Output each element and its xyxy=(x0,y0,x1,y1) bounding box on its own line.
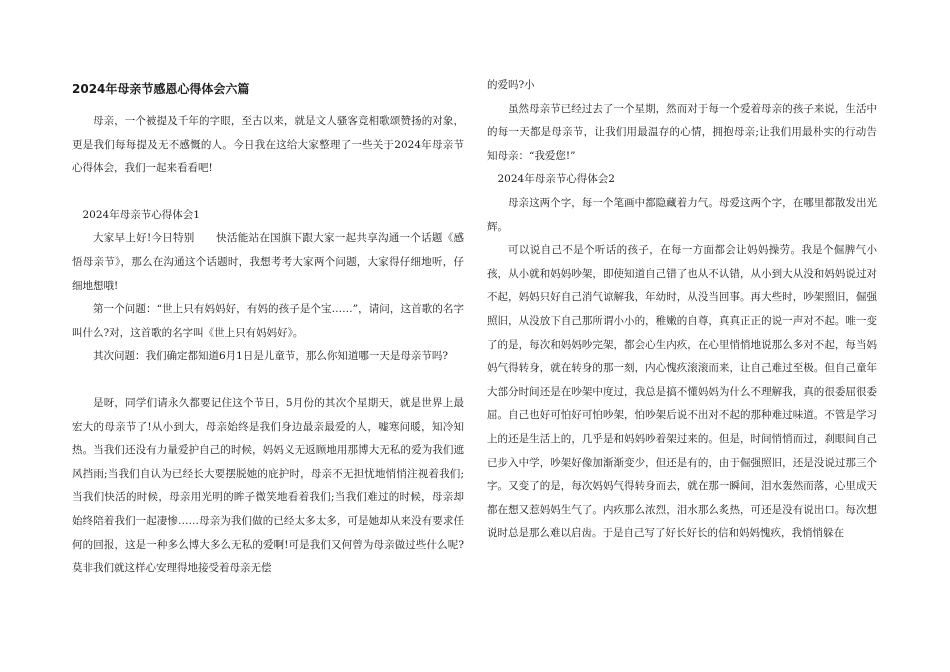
section-heading-2: 2024年母亲节心得体会2 xyxy=(497,173,615,186)
paragraph-1: 大家早上好!今日特别 快活能站在国旗下跟大家一起共享沟通一个话题《感悟母亲节》，那么在沟通这个话题时，我想考考大家两个问题，大家得仔细地听，仔细地想哦! xyxy=(72,232,464,292)
paragraph-7: 可以说自己不是个听话的孩子，在每一方面都会让妈妈操劳。我是个倔脾气小孩，从小就和妈妈吵架，即使知道自己错了也从不认错，从小到大从没和妈妈说过对不起，妈妈只好自己消气谅解我，年幼时，从没当回事。再大些时，吵架照旧，倔强照旧，从没放下自己那所谓小小的，稚嫩的自尊，真真正正的说一声对不起。唯一变了的是，每次和妈妈吵完架，都会心生内疚，在心里悄悄地说那么多对不起，每当妈妈气得转身，就在转身的那一刻，内心愧疚滚滚而来，让自己难过至极。但自己童年大部分时间还是在吵架中度过，我总是搞不懂妈妈为什么不理解我，真的很委屈很委屈。自己也好可怕好可怕吵架，怕吵架后说不出对不起的那种难过味道。不管是学习上的还是生活上的，几乎是和妈妈吵着架过来的。但是，时间悄悄而过，刹眼间自己已步入中学，吵架好像加渐渐变少，但还是有的，由于倔强照旧，还是没说过那三个字。又变了的是，每次妈妈气得转身而去，就在那一瞬间，泪水轰然而落，心里成天都在想又惹妈妈生气了。内疚那么浓烈，泪水那么炙热，可还是没有说出口。每次想说时总是那么难以启齿。于是自己写了好长好长的信和妈妈愧疚，我悄悄躲在 xyxy=(487,244,877,540)
left-column xyxy=(72,78,464,581)
paragraph-4: 是呀，同学们请永久都要记住这个节日，5月份的其次个星期天，就是世界上最宏大的母亲节了!从小到大，母亲始终是我们身边最亲最爱的人，嘘寒问暖，知冷知热。当我们还没有力量爱护自己的时候，妈妈义无返顾地用那博大无私的爱为我们遮风挡雨;当我们自认为已经长大要摆脱她的庇护时，母亲不无担忧地悄悄注视着我们;当我们快活的时候，母亲用光明的眸子微笑地看着我们;当我们难过的时候，母亲却始终陪着我们一起凄惨……母亲为我们做的已经太多太多，可是她却从来没有要求任何的回报，这是一种多么博大多么无私的爱啊!可是我们又何曾为母亲做过些什么呢?莫非我们就这样心安理得地接受着母亲无偿 xyxy=(72,396,464,575)
paragraph-2: 第一个问题：“世上只有妈妈好，有妈的孩子是个宝……”，请问，这首歌的名字叫什么?对，这首歌的名字叫《世上只有妈妈好》。 xyxy=(72,303,464,339)
intro-paragraph: 母亲，一个被提及千年的字眼，至古以来，就是文人骚客竞相歌颂赞扬的对象，更是我们每每提及无不感慨的人。今日我在这给大家整理了一些关于2024年母亲节心得体会，我们一起来看看吧! xyxy=(72,115,464,175)
document-title: 2024年母亲节感恩心得体会六篇 xyxy=(72,82,250,96)
paragraph-5: 虽然母亲节已经过去了一个星期，然而对于每一个爱着母亲的孩子来说，生活中的每一天都是母亲节，让我们用最温存的心情，拥抱母亲;让我们用最朴实的行动告知母亲：“我爱您!” xyxy=(487,102,877,162)
paragraph-6: 母亲这两个字，每一个笔画中都隐藏着力气。母爱这两个字，在哪里都散发出光辉。 xyxy=(487,196,877,233)
paragraph-3: 其次问题：我们确定都知道6月1日是儿童节，那么你知道哪一天是母亲节吗? xyxy=(93,350,448,363)
section-heading-1: 2024年母亲节心得体会1 xyxy=(82,208,200,221)
right-column xyxy=(487,74,877,546)
continued-text: 的爱吗?小 xyxy=(487,79,535,91)
